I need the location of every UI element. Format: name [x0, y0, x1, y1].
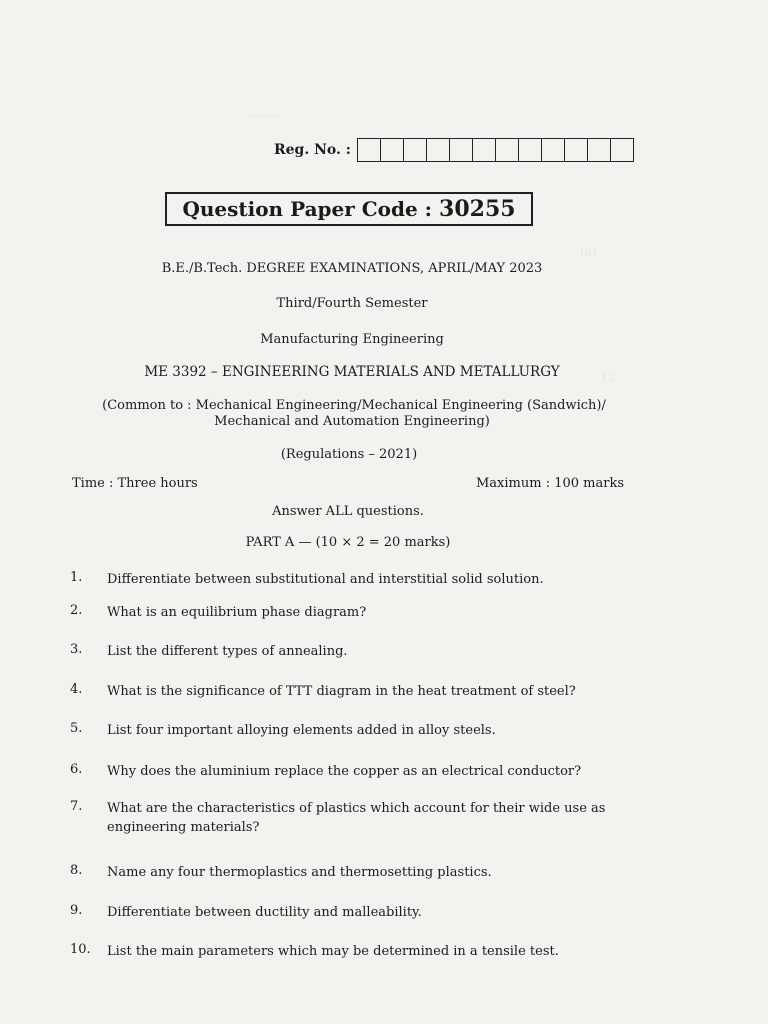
reg-digit-box — [381, 139, 404, 161]
reg-digit-box — [427, 139, 450, 161]
reg-digit-box — [496, 139, 519, 161]
question-paper-code — [182, 196, 515, 222]
question-number: 1. — [70, 570, 83, 585]
question-item — [70, 863, 630, 882]
time-allowed: Time : Three hours — [72, 476, 198, 491]
reg-digit-box — [519, 139, 542, 161]
question-item — [70, 721, 630, 740]
exam-title: B.E./B.Tech. DEGREE EXAMINATIONS, APRIL/MAY 2023 — [161, 261, 543, 276]
question-number: 3. — [70, 642, 83, 657]
common-to-line-1: (Common to : Mechanical Engineering/Mechanical Engineering (Sandwich)/ — [102, 398, 606, 413]
question-item — [70, 642, 630, 661]
question-number: 2. — [70, 603, 83, 618]
reg-digit-box — [358, 139, 381, 161]
question-paper-code-label: Question Paper Code : — [182, 197, 433, 221]
question-number: 5. — [70, 721, 83, 736]
reg-digit-box — [611, 139, 633, 161]
reg-digit-box — [450, 139, 473, 161]
question-item — [70, 903, 630, 922]
common-to-line-2: Mechanical and Automation Engineering) — [214, 414, 490, 429]
bleed-through: 12. — [600, 370, 620, 384]
reg-digit-box — [565, 139, 588, 161]
reg-digit-box — [588, 139, 611, 161]
question-text: List the different types of annealing. — [107, 644, 348, 659]
bleed-through: — — — [250, 108, 278, 122]
question-text: What are the characteristics of plastics which account for their wide use as engineering materials? — [107, 801, 606, 835]
instruction: Answer ALL questions. — [272, 504, 424, 519]
question-item — [70, 942, 630, 961]
semester: Third/Fourth Semester — [276, 296, 428, 311]
reg-label: Reg. No. : — [274, 142, 351, 158]
question-paper-code-value: 30255 — [439, 196, 516, 222]
question-number: 10. — [70, 942, 91, 957]
part-heading: PART A — (10 × 2 = 20 marks) — [245, 535, 451, 550]
question-number: 8. — [70, 863, 83, 878]
department: Manufacturing Engineering — [260, 332, 444, 347]
question-number: 9. — [70, 903, 83, 918]
question-number: 4. — [70, 682, 83, 697]
reg-boxes — [357, 138, 634, 162]
question-text: List four important alloying elements added in alloy steels. — [107, 723, 496, 738]
regulations: (Regulations – 2021) — [280, 447, 418, 462]
registration-number — [274, 138, 634, 162]
question-text: What is the significance of TTT diagram in the heat treatment of steel? — [107, 684, 576, 699]
question-text: Differentiate between substitutional and interstitial solid solution. — [107, 572, 544, 587]
question-text: Differentiate between ductility and malleability. — [107, 905, 422, 920]
maximum-marks: Maximum : 100 marks — [475, 476, 624, 491]
course-title: ME 3392 – ENGINEERING MATERIALS AND METALLURGY — [144, 364, 560, 380]
question-text: What is an equilibrium phase diagram? — [107, 605, 367, 620]
question-item — [70, 682, 630, 701]
reg-digit-box — [542, 139, 565, 161]
question-item — [70, 570, 630, 589]
question-item — [70, 762, 630, 781]
time-marks-row — [72, 476, 624, 491]
question-text: Name any four thermoplastics and thermosetting plastics. — [107, 865, 492, 880]
bleed-through: (a) — [580, 245, 597, 259]
question-item — [70, 603, 630, 622]
question-item — [70, 799, 630, 837]
question-text: Why does the aluminium replace the copper as an electrical conductor? — [107, 764, 582, 779]
question-number: 6. — [70, 762, 83, 777]
question-paper-code-box — [165, 192, 533, 226]
reg-digit-box — [404, 139, 427, 161]
question-number: 7. — [70, 799, 83, 814]
question-text: List the main parameters which may be determined in a tensile test. — [107, 944, 559, 959]
reg-digit-box — [473, 139, 496, 161]
